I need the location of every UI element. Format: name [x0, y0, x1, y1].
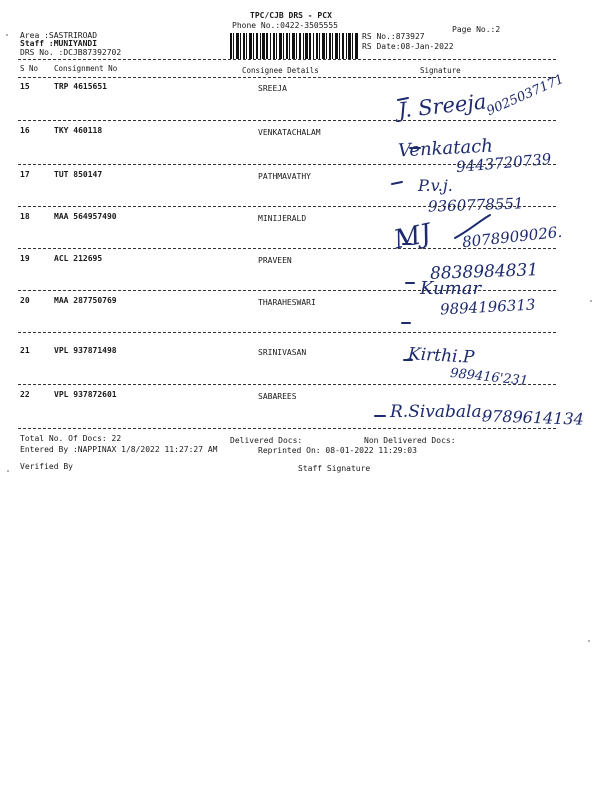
row-signature: Venkatach	[397, 135, 494, 162]
column-sno: S No	[20, 64, 39, 73]
row-phone: 989416'231	[449, 365, 529, 390]
row-sno: 15	[20, 82, 30, 91]
row-phone: 9025037171	[484, 71, 567, 120]
scan-speck	[7, 470, 9, 472]
page-number: Page No.:2	[452, 25, 501, 34]
row-signature: Kumar	[420, 278, 482, 299]
column-signature: Signature	[420, 66, 461, 75]
row-sno: 18	[20, 212, 30, 221]
row-consignment: TRP 4615651	[54, 82, 107, 91]
area-label: Area :SASTRIROAD	[20, 31, 98, 40]
drs-number: DRS No. :DCJB87392702	[20, 48, 122, 57]
scan-speck	[588, 640, 590, 642]
row-consignee: VENKATACHALAM	[258, 128, 321, 137]
row-sno: 19	[20, 254, 30, 263]
row-consignment: VPL 937871498	[54, 346, 117, 355]
row-consignment: TUT 850147	[54, 170, 103, 179]
row-consignment: TKY 460118	[54, 126, 103, 135]
row-signature: MJ	[391, 218, 434, 256]
entered-by: Entered By :NAPPINAX 1/8/2022 11:27:27 AM	[20, 445, 218, 454]
rs-number: RS No.:873927	[362, 32, 425, 41]
non-delivered-docs: Non Delivered Docs:	[364, 436, 456, 445]
row-sno: 20	[20, 296, 30, 305]
row-consignee: PRAVEEN	[258, 256, 292, 265]
row-consignment: ACL 212695	[54, 254, 103, 263]
row-sno: 16	[20, 126, 30, 135]
column-consignment: Consignment No	[54, 64, 118, 73]
row-phone: 9360778551	[427, 194, 524, 216]
row-phone: 8838984831	[429, 260, 539, 284]
row-signature: J. Sreeja	[396, 89, 488, 123]
row-phone: 9789614134	[481, 406, 585, 429]
row-consignee: THARAHESWARI	[258, 298, 316, 307]
scan-speck	[590, 300, 592, 302]
document-title: TPC/CJB DRS - PCX	[250, 11, 332, 20]
row-consignee: MINIJERALD	[258, 214, 307, 223]
row-phone: 9894196313	[439, 295, 536, 319]
row-consignment: MAA 287750769	[54, 296, 117, 305]
column-consignee: Consignee Details	[242, 66, 319, 75]
verified-by: Verified By	[20, 462, 73, 471]
row-signature: R.Sivabala,	[390, 402, 488, 422]
row-consignee: SREEJA	[258, 84, 287, 93]
row-signature: Kirthi.P	[407, 344, 475, 368]
scan-speck	[6, 34, 8, 36]
phone-number: Phone No.:0422-3505555	[232, 21, 338, 30]
staff-label: Staff :MUNIYANDI	[20, 39, 98, 48]
delivered-docs: Delivered Docs:	[230, 436, 303, 445]
row-consignment: MAA 564957490	[54, 212, 117, 221]
reprinted-on: Reprinted On: 08-01-2022 11:29:03	[258, 446, 417, 455]
row-consignee: SABAREES	[258, 392, 297, 401]
row-sno: 22	[20, 390, 30, 399]
row-phone: 9443720739	[455, 149, 553, 177]
row-sno: 17	[20, 170, 30, 179]
row-signature: P.v.j.	[418, 176, 453, 195]
row-consignment: VPL 937872601	[54, 390, 117, 399]
row-phone: 8078909026.	[461, 222, 563, 252]
row-sno: 21	[20, 346, 30, 355]
staff-signature: Staff Signature	[298, 464, 371, 473]
row-consignee: PATHMAVATHY	[258, 172, 311, 181]
row-consignee: SRINIVASAN	[258, 348, 307, 357]
rs-date: RS Date:08-Jan-2022	[362, 42, 454, 51]
total-docs: Total No. Of Docs: 22	[20, 434, 122, 443]
